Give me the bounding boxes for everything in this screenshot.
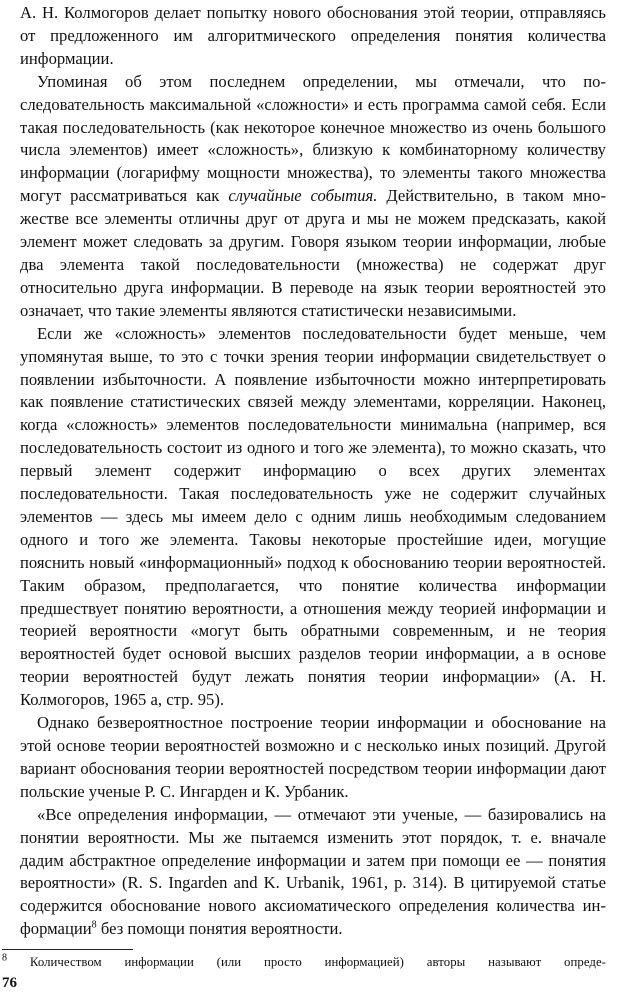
paragraph	[20, 2, 606, 71]
main-text	[20, 2, 606, 941]
emphasis-text: случайные события.	[228, 186, 378, 206]
paragraph	[20, 323, 606, 712]
paragraph-text: Упоминая об этом последнем определении, мы отмечали, что последовательность максимальной «сложности» и есть программа самой себя. Если такая последовательность (как некоторое конечное множество из очень большого числа элементов) имеет «сложность», близкую к комбинаторному количеству информации (логарифму мощности множества), то элементы такого множества могут рассматриваться как	[20, 71, 606, 206]
paragraph-text: «Все определения информации, — отмечают эти ученые, — базировались на понятии вероятности. Мы же пытаемся изменить этот порядок, т. е. вначале дадим абстрактное определение информации и затем при помощи ее — понятия вероятности» (R. S. Ingarden and K. Urbanik, 1961, p. 314). В цитируемой статье содержится обоснование нового аксиоматического определения количества информации	[20, 804, 606, 939]
paragraph-text: А. Н. Колмогоров делает попытку нового обоснования этой теории, отправляясь от предложенного им алгоритмического определения понятия количества информации.	[20, 3, 606, 68]
paragraph-text: Однако безвероятностное построение теории информации и обоснование на этой основе теории вероятностей возможно и с несколько иных позиций. Другой вариант обоснования теории вероятностей посредством теории информации дают польские ученые Р. С. Ингарден и К. Урбаник.	[20, 713, 606, 801]
paragraph-text: Если же «сложность» элементов последовательности будет меньше, чем упомянутая выше, то это с точки зрения теории информации свидетельствует о появлении избыточности. А появление избыточности можно интерпретировать как появление статистических связей между элементами, корреляции. Наконец, когда «сложность» элементов последовательности минимальна (например, вся последовательность состоит из одного и того же элемента), то можно сказать, что первый элемент содержит информацию о всех других элементах последовательности. Такая последовательность уже не содержит случайных элементов — здесь мы имеем дело с одним лишь необходимым следованием одного и того же элемента. Таковы некоторые простейшие идеи, могущие пояснить новый «информационный» подход к обоснованию теории вероятностей. Таким образом, предполагается, что понятие количества информации предшествует понятию вероятности, а отношения между теорией информации и теорией вероятности «могут быть обратными современным, и не теория вероятностей будет основой высших разделов теории информации, а в основе теории вероятностей будут лежать понятия теории информации» (А. Н. Колмогоров, 1965 а, стр. 95).	[20, 323, 606, 710]
footnote-marker: 8	[2, 952, 8, 964]
paragraph	[20, 804, 606, 941]
paragraph	[20, 712, 606, 804]
page-number: 76	[2, 975, 17, 991]
paragraph	[20, 71, 606, 323]
paragraph-text: без помощи понятия вероятности.	[96, 919, 343, 939]
footnote-reference: 8	[91, 919, 97, 931]
paragraph-text: Действительно, в таком множестве все элементы отличны друг от друга и мы не можем предсказать, какой элемент может следовать за другим. Говоря языком теории информации, любые два элемента такой последовательности (множества) не содержат друг относительно друга информации. В переводе на язык теории вероятностей это означает, что такие элементы являются статистически независимыми.	[20, 186, 606, 320]
footnote	[2, 954, 606, 970]
footnote-divider	[2, 949, 133, 950]
footnote-text: Количеством информации (или просто информацией) авторы называют опреде-	[29, 955, 606, 969]
